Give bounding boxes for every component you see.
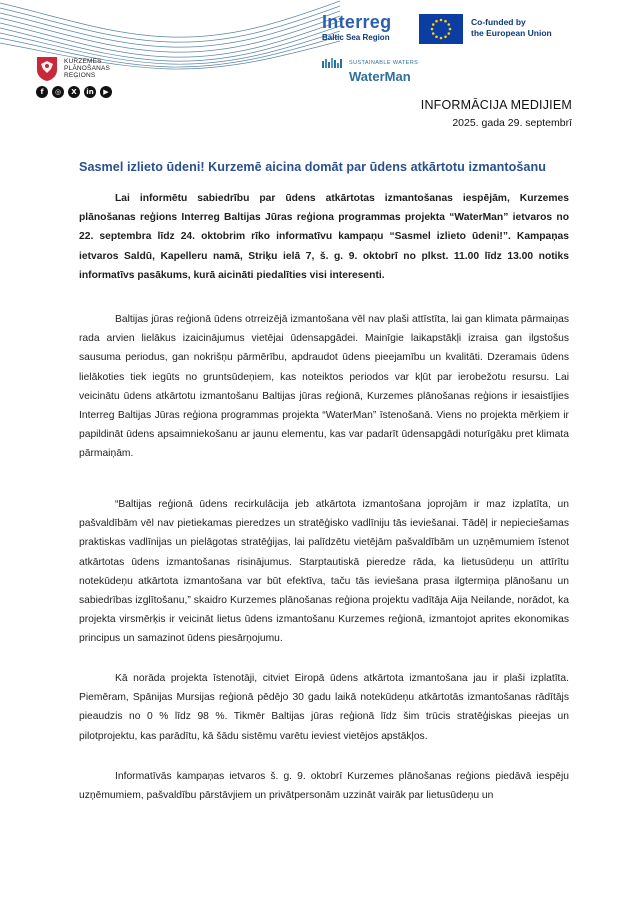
interreg-region: Baltic Sea Region	[322, 33, 390, 42]
linkedin-icon[interactable]: in	[84, 86, 96, 98]
press-release-label: INFORMĀCIJA MEDIJIEM	[420, 98, 572, 112]
interreg-wordmark: Interreg	[322, 12, 392, 32]
eu-star	[435, 20, 438, 23]
body-paragraph-3: Informatīvās kampaņas ietvaros š. g. 9. oktobrī Kurzemes plānošanas reģions piedāvā iespēju uzņēmumiem, pašvaldību pārstāvjiem un privātpersonām uzzināt vairāk par lietusūdeņu un	[79, 771, 569, 802]
facebook-icon[interactable]: f	[36, 86, 48, 98]
eu-star	[449, 28, 452, 31]
eu-star	[435, 35, 438, 38]
eu-line-2: the European Union	[471, 28, 552, 38]
release-date: 2025. gada 29. septembrī	[452, 117, 572, 129]
eu-star	[444, 20, 447, 23]
quote-paragraph: “Baltijas reģionā ūdens recirkulācija jeb atkārtota izmantošana joprojām ir maz izplatīta, un pašvaldībām vēl nav pietiekamas pieredzes un stratēģisko vadlīniju tās ieviešanai. Tādēļ ir nepieciešamas praktiskas vadlīnijas un pielāgotas stratēģijas, lai palīdzētu vietējām pašvaldībām un uzņēmumiem īstenot atkārtotas ūdens izmantošanas risinājumus. Starptautiskā pieredze rāda, ka lietusūdeņu un attīrītu notekūdeņu atkārtota izmantošana var būt efektīva, taču tās ieviešana prasa ilgtermiņa plānošanu un sabiedrības izglītošanu,” skaidro Kurzemes plānošanas reģiona projektu vadītāja Aija Neilande, norādot, ka projekta virsmērķis ir veicināt lietus ūdens izmantošanu Kurzemes reģionā, izmantojot aprites ekonomikas principus un samazinot ūdens piesārņojumu.	[79, 499, 569, 645]
crest-icon	[36, 56, 58, 82]
social-links	[36, 86, 112, 98]
eu-star	[447, 23, 450, 26]
eu-star	[432, 23, 435, 26]
waterman-tagline: SUSTAINABLE WATERS	[349, 60, 419, 66]
body-paragraph-1: Baltijas jūras reģionā ūdens otrreizējā izmantošana vēl nav plaši attīstīta, lai gan klimata pārmaiņas rada arvien lielākus izaicinājumus vietējai ūdensapgādei. Mainīgie laikapstākļi izraisa gan ilgstošus sausuma periodus, gan nokrišņu pārmērību, apdraudot ūdens pieejamību un kvalitāti. Dzeramais ūdens lielākoties tiek iegūts no gruntsūdeņiem, kas noteiktos periodos var kļūt par ierobežotu resursu. Lai veicinātu ūdens atkārtotu izmantošanu Baltijas jūras reģionā, Kurzemes plānošanas reģions ir iesaistījies Interreg Baltijas Jūras reģiona programmas projekta “WaterMan” īstenošanā. Viens no projekta mērķiem ir papildināt ūdens apsaimniekošanu ar jaunu elementu, kas var padarīt ūdensapgādi noturīgāku pret klimata pārmaiņām.	[79, 314, 569, 460]
page-title: Sasmel izlieto ūdeni! Kurzemē aicina domāt par ūdens atkārtotu izmantošanu	[79, 160, 546, 174]
x-icon[interactable]: X	[68, 86, 80, 98]
eu-star	[431, 28, 434, 31]
lead-paragraph: Lai informētu sabiedrību par ūdens atkārtotas izmantošanas iespējām, Kurzemes plānošanas reģions Interreg Baltijas Jūras reģiona programmas projekta “WaterMan” ietvaros no 22. septembra līdz 24. oktobrim rīko informatīvu kampaņu “Sasmel izlieto ūdeni!”. Kampaņas ietvaros Saldū, Kapelleru namā, Striķu ielā 7, š. g. 9. oktobrī no plkst. 11.00 līdz 13.00 notiks informatīvs pasākums, kurā aicināti piedalīties visi interesenti.	[79, 193, 569, 281]
eu-star	[444, 35, 447, 38]
org-name-line-2: PLĀNOŠANAS	[64, 65, 111, 73]
youtube-icon[interactable]: ▶	[100, 86, 112, 98]
body-paragraph-2: Kā norāda projekta īstenotāji, citviet Eiropā ūdens atkārtota izmantošana jau ir plaši izplatīta. Piemēram, Spānijas Mursijas reģionā pēdējo 30 gadu laikā notekūdeņu atkārtotās izmantošanas rādītājs pieaudzis no 0 % līdz 98 %. Tikmēr Baltijas jūras reģionā līdz šim trūcis stratēģiskas pieejas un pilotprojektu, kas parādītu, kā šādu sistēmu varētu ieviest vietējos apstākļos.	[79, 673, 569, 742]
waterman-name: WaterMan	[349, 69, 411, 84]
instagram-icon[interactable]: ◎	[52, 86, 64, 98]
eu-star	[440, 19, 443, 22]
org-name	[64, 58, 110, 80]
org-name-line-3: REĢIONS	[64, 72, 96, 80]
eu-flag-icon	[419, 14, 463, 44]
eu-cofunded-text	[471, 17, 552, 39]
eu-star	[440, 37, 443, 40]
eu-line-1: Co-funded by	[471, 17, 526, 27]
org-name-line-1: KURZEMES	[64, 58, 102, 65]
eu-star	[447, 32, 450, 35]
eu-star	[432, 32, 435, 35]
waterman-bars-icon	[322, 58, 344, 68]
interreg-logo	[322, 13, 422, 42]
